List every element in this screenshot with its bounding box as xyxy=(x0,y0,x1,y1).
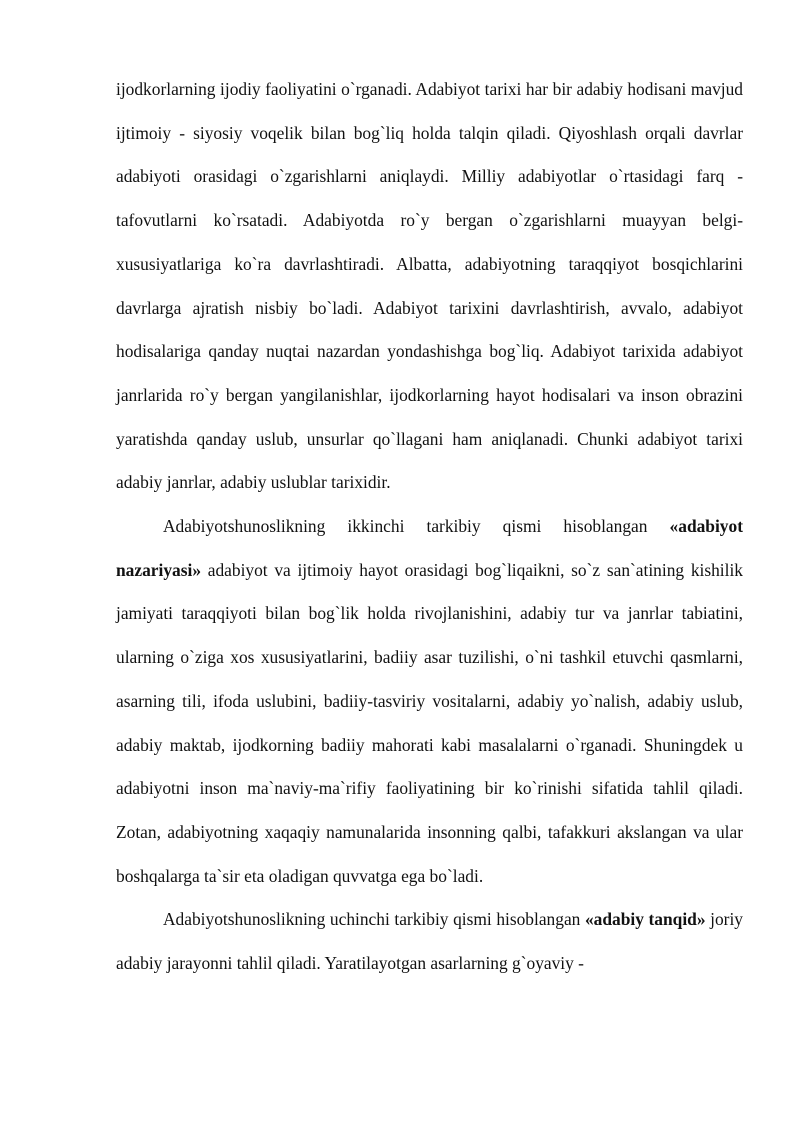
paragraph-1 xyxy=(116,68,743,505)
paragraph-3-text-rest: joriy adabiy jarayonni tahlil qiladi. Yaratilayotgan asarlarning g`oyaviy - xyxy=(116,909,743,974)
paragraph-2-text-rest: adabiyot va ijtimoiy hayot orasidagi bog`liqaikni, so`z san`atining kishilik jamiyati taraqqiyoti bilan bog`lik holda rivojlanishini, adabiy tur va janrlar tabiatini, ularning o`ziga xos xususiyatlarini, badiiy asar tuzilishi, o`ni tashkil etuvchi qasmlarni, asarning tili, ifoda uslubini, badiiy-tasviriy vositalarni, adabiy yo`nalish, adabiy uslub, adabiy maktab, ijodkorning badiiy mahorati kabi masalalarni o`rganadi. Shuningdek u adabiyotni inson ma`naviy-ma`rifiy faoliyatining bir ko`rinishi sifatida tahlil qiladi. Zotan, adabiyotning xaqaqiy namunalarida insonning qalbi, tafakkuri akslangan va ular boshqalarga ta`sir eta oladigan quvvatga ega bo`ladi. xyxy=(116,559,743,886)
paragraph-2 xyxy=(116,505,743,898)
term-adabiyot-nazariyasi: «adabiyot nazariyasi» xyxy=(116,516,743,580)
body-text xyxy=(116,68,743,986)
term-adabiy-tanqid: «adabiy tanqid» xyxy=(584,909,706,930)
paragraph-1-text: ijodkorlarning ijodiy faoliyatini o`rganadi. Adabiyot tarixi har bir adabiy hodisani mavjud ijtimoiy - siyosiy voqelik bilan bog`liq holda talqin qiladi. Qiyoshlash orqali davrlar adabiyoti orasidagi o`zgarishlarni aniqlaydi. Milliy adabiyotlar o`rtasidagi farq - tafovutlarni ko`rsatadi. Adabiyotda ro`y bergan o`zgarishlarni muayyan belgi-xususiyatlariga ko`ra davrlashtiradi. Albatta, adabiyotning taraqqiyot bosqichlarini davrlarga ajratish nisbiy bo`ladi. Adabiyot tarixini davrlashtirish, avvalo, adabiyot hodisalariga qanday nuqtai nazardan yondashishga bog`liq. Adabiyot tarixida adabiyot janrlarida ro`y bergan yangilanishlar, ijodkorlarning hayot hodisalari va inson obrazini yaratishda qanday uslub, unsurlar qo`llagani ham aniqlanadi. Chunki adabiyot tarixi adabiy janrlar, adabiy uslublar tarixidir. xyxy=(116,79,743,493)
paragraph-3-text-start: Adabiyotshunoslikning uchinchi tarkibiy qismi hisoblangan xyxy=(163,909,585,930)
paragraph-2-text-start: Adabiyotshunoslikning ikkinchi tarkibiy qismi hisoblangan xyxy=(163,516,670,537)
paragraph-3 xyxy=(116,898,743,985)
